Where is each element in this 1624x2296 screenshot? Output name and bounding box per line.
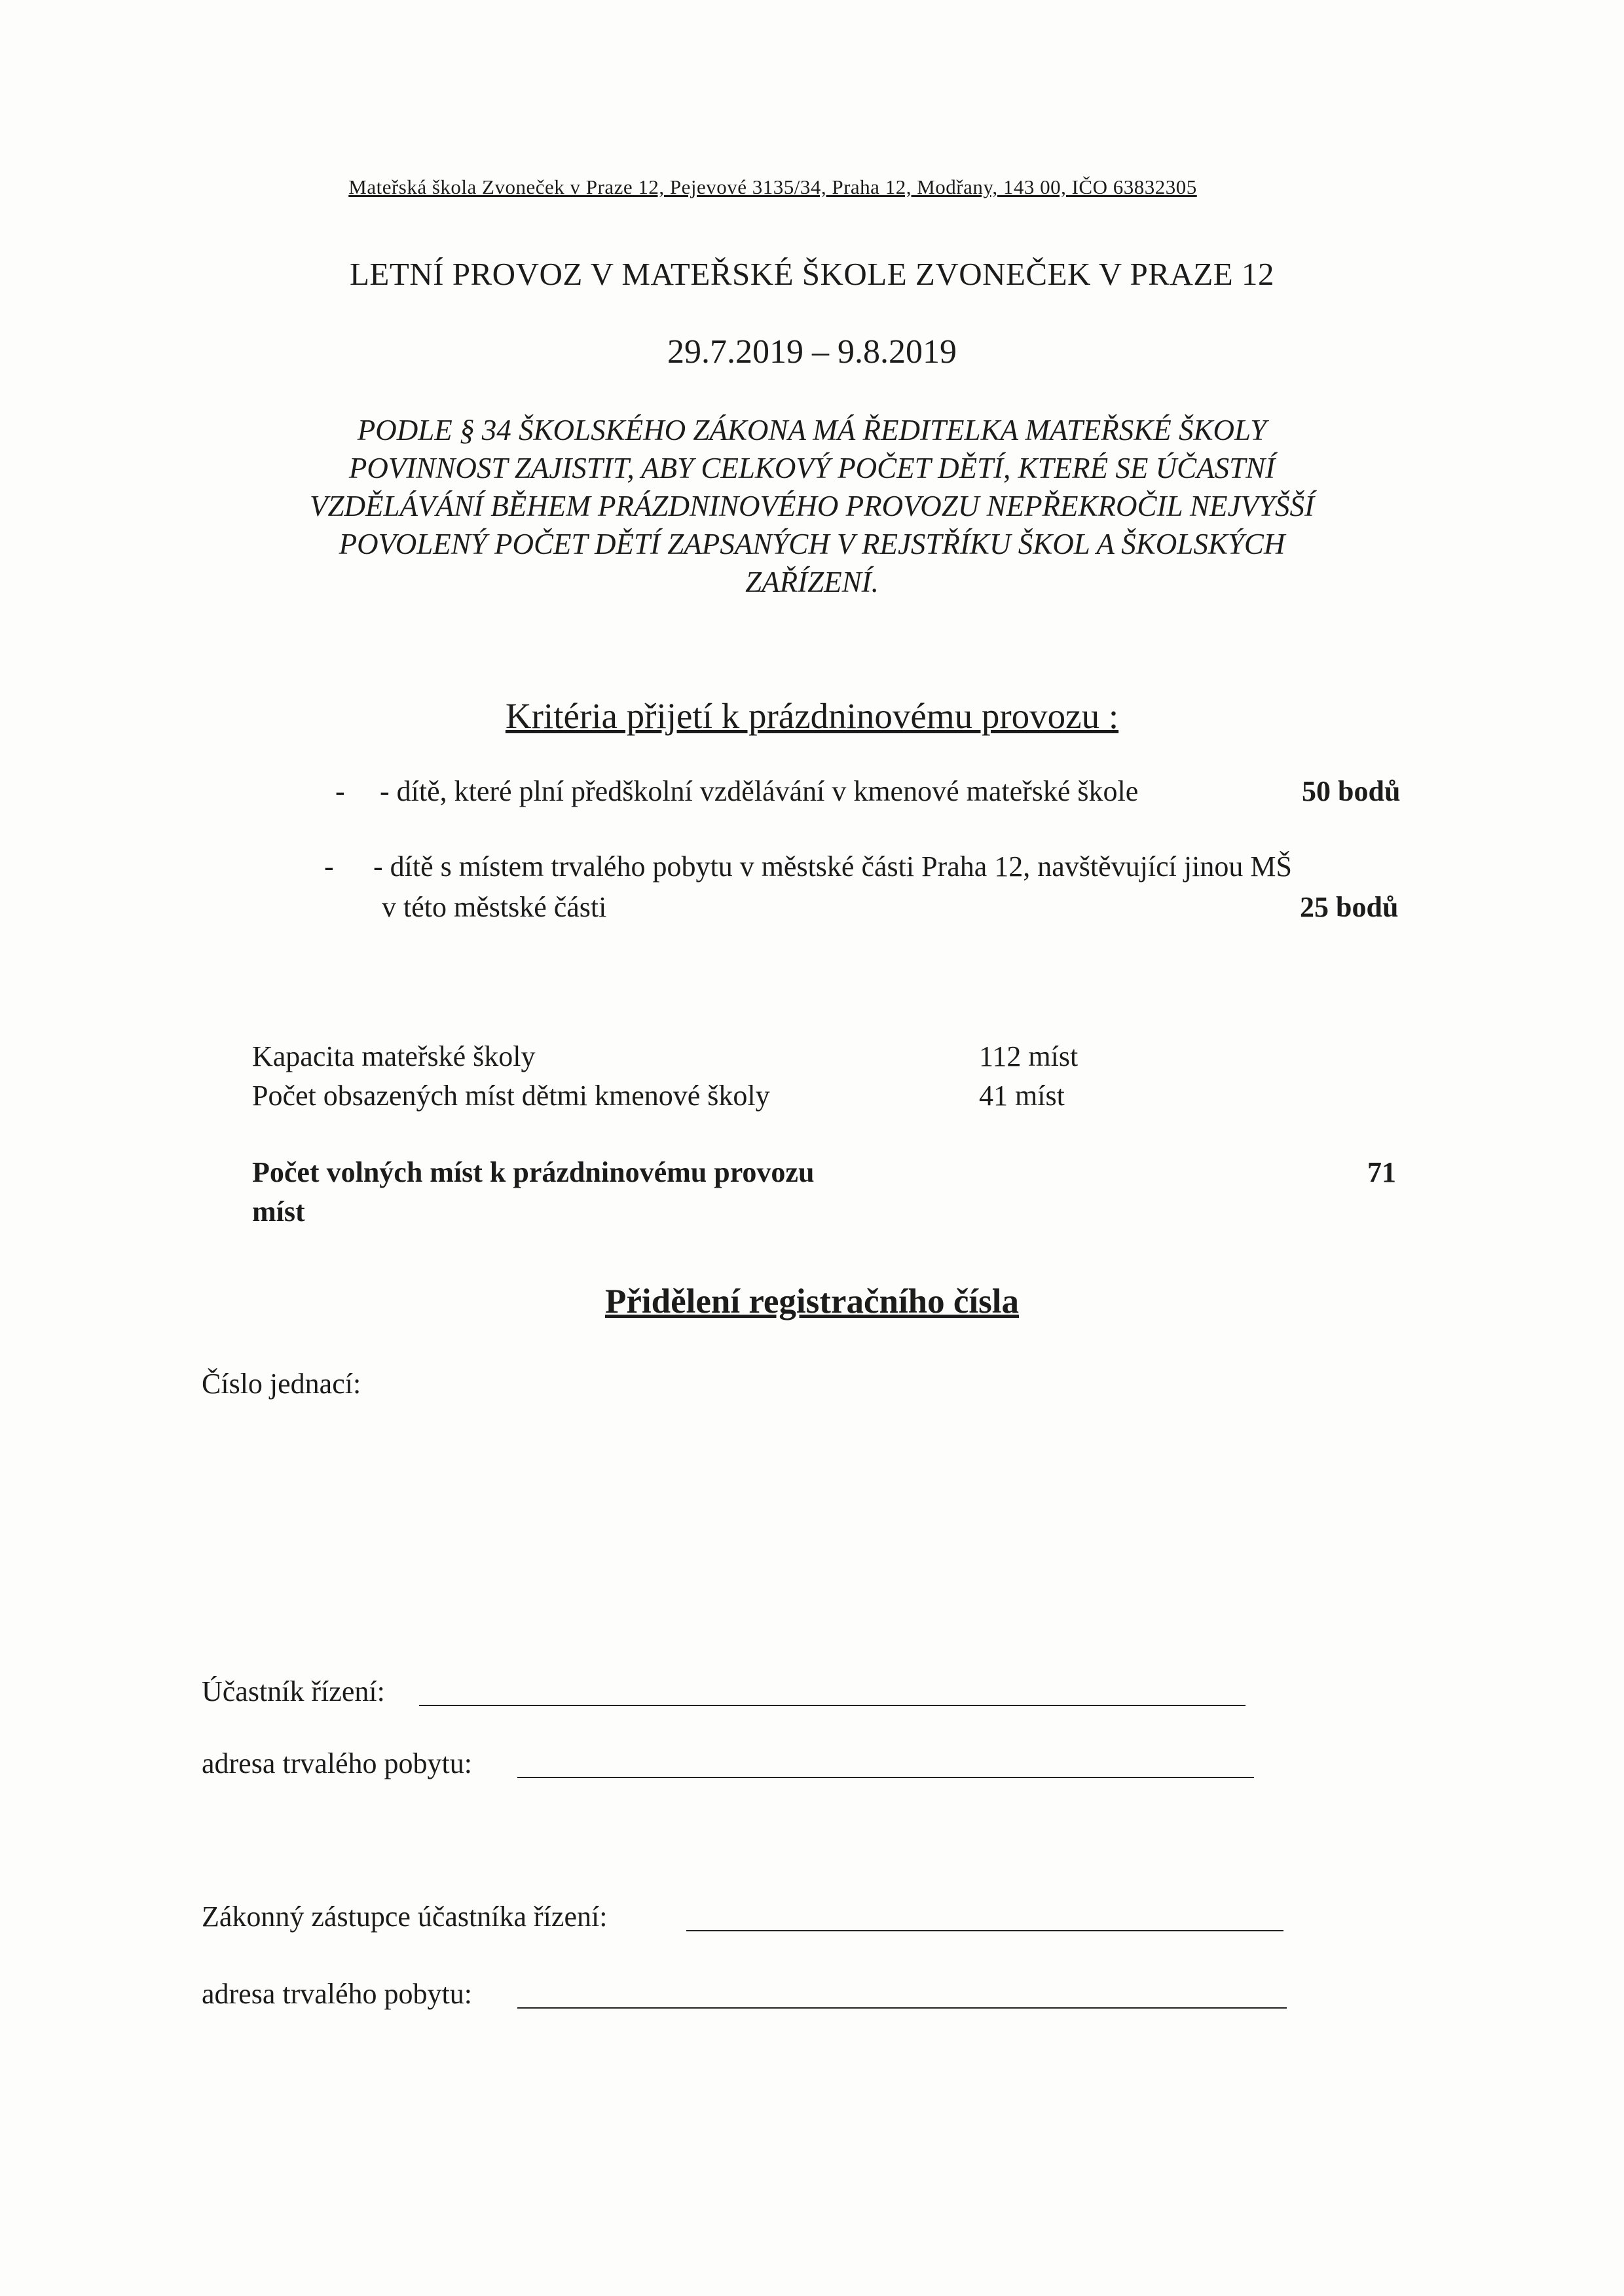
occupied-value: 41 míst — [979, 1080, 1065, 1112]
occupied-label: Počet obsazených míst dětmi kmenové školy — [252, 1080, 770, 1112]
legal-line: POVOLENÝ POČET DĚTÍ ZAPSANÝCH V REJSTŘÍKU ŠKOL A ŠKOLSKÝCH — [339, 528, 1285, 560]
legal-line: ZAŘÍZENÍ. — [745, 566, 879, 598]
legal-line: POVINNOST ZAJISTIT, ABY CELKOVÝ POČET DĚTÍ, KTERÉ SE ÚČASTNÍ — [348, 452, 1276, 484]
participant-address-label: adresa trvalého pobytu: — [202, 1747, 472, 1779]
period-dates: 29.7.2019 – 9.8.2019 — [667, 333, 957, 371]
legal-line: VZDĚLÁVÁNÍ BĚHEM PRÁZDNINOVÉHO PROVOZU NEPŘEKROČIL NEJVYŠŠÍ — [310, 490, 1314, 522]
participant-line[interactable] — [419, 1705, 1246, 1706]
guardian-line[interactable] — [686, 1930, 1283, 1931]
criterion-points: 25 bodů — [1300, 891, 1399, 923]
participant-address-line[interactable] — [517, 1777, 1254, 1778]
criterion-text-continued: v této městské části — [382, 891, 607, 923]
criteria-heading: Kritéria přijetí k prázdninovému provozu : — [505, 696, 1119, 736]
guardian-label: Zákonný zástupce účastníka řízení: — [202, 1901, 608, 1933]
legal-notice — [223, 411, 1401, 601]
criterion-points: 50 bodů — [1302, 775, 1401, 807]
criterion-dash: - — [335, 775, 345, 807]
registration-heading: Přidělení registračního čísla — [605, 1283, 1019, 1321]
letterhead: Mateřská škola Zvoneček v Praze 12, Pejevové 3135/34, Praha 12, Modřany, 143 00, IČO 63832305 — [348, 175, 1197, 198]
capacity-label: Kapacita mateřské školy — [252, 1040, 536, 1072]
page-title: LETNÍ PROVOZ V MATEŘSKÉ ŠKOLE ZVONEČEK V PRAZE 12 — [350, 256, 1274, 292]
legal-line: PODLE § 34 ŠKOLSKÉHO ZÁKONA MÁ ŘEDITELKA MATEŘSKÉ ŠKOLY — [357, 414, 1267, 446]
capacity-value: 112 míst — [979, 1040, 1079, 1072]
guardian-address-line[interactable] — [517, 2007, 1287, 2009]
guardian-address-label: adresa trvalého pobytu: — [202, 1978, 472, 2010]
criterion-text: - dítě, které plní předškolní vzdělávání v kmenové mateřské škole — [380, 775, 1139, 807]
free-places-value: 71 — [1367, 1156, 1396, 1188]
criterion-text: - dítě s místem trvalého pobytu v městské části Praha 12, navštěvující jinou MŠ — [373, 850, 1292, 883]
free-places-label: Počet volných míst k prázdninovému provozu — [252, 1156, 815, 1188]
reference-number-label: Číslo jednací: — [202, 1368, 361, 1400]
free-places-unit: míst — [252, 1195, 305, 1228]
participant-label: Účastník řízení: — [202, 1675, 385, 1707]
criterion-dash: - — [324, 850, 334, 883]
